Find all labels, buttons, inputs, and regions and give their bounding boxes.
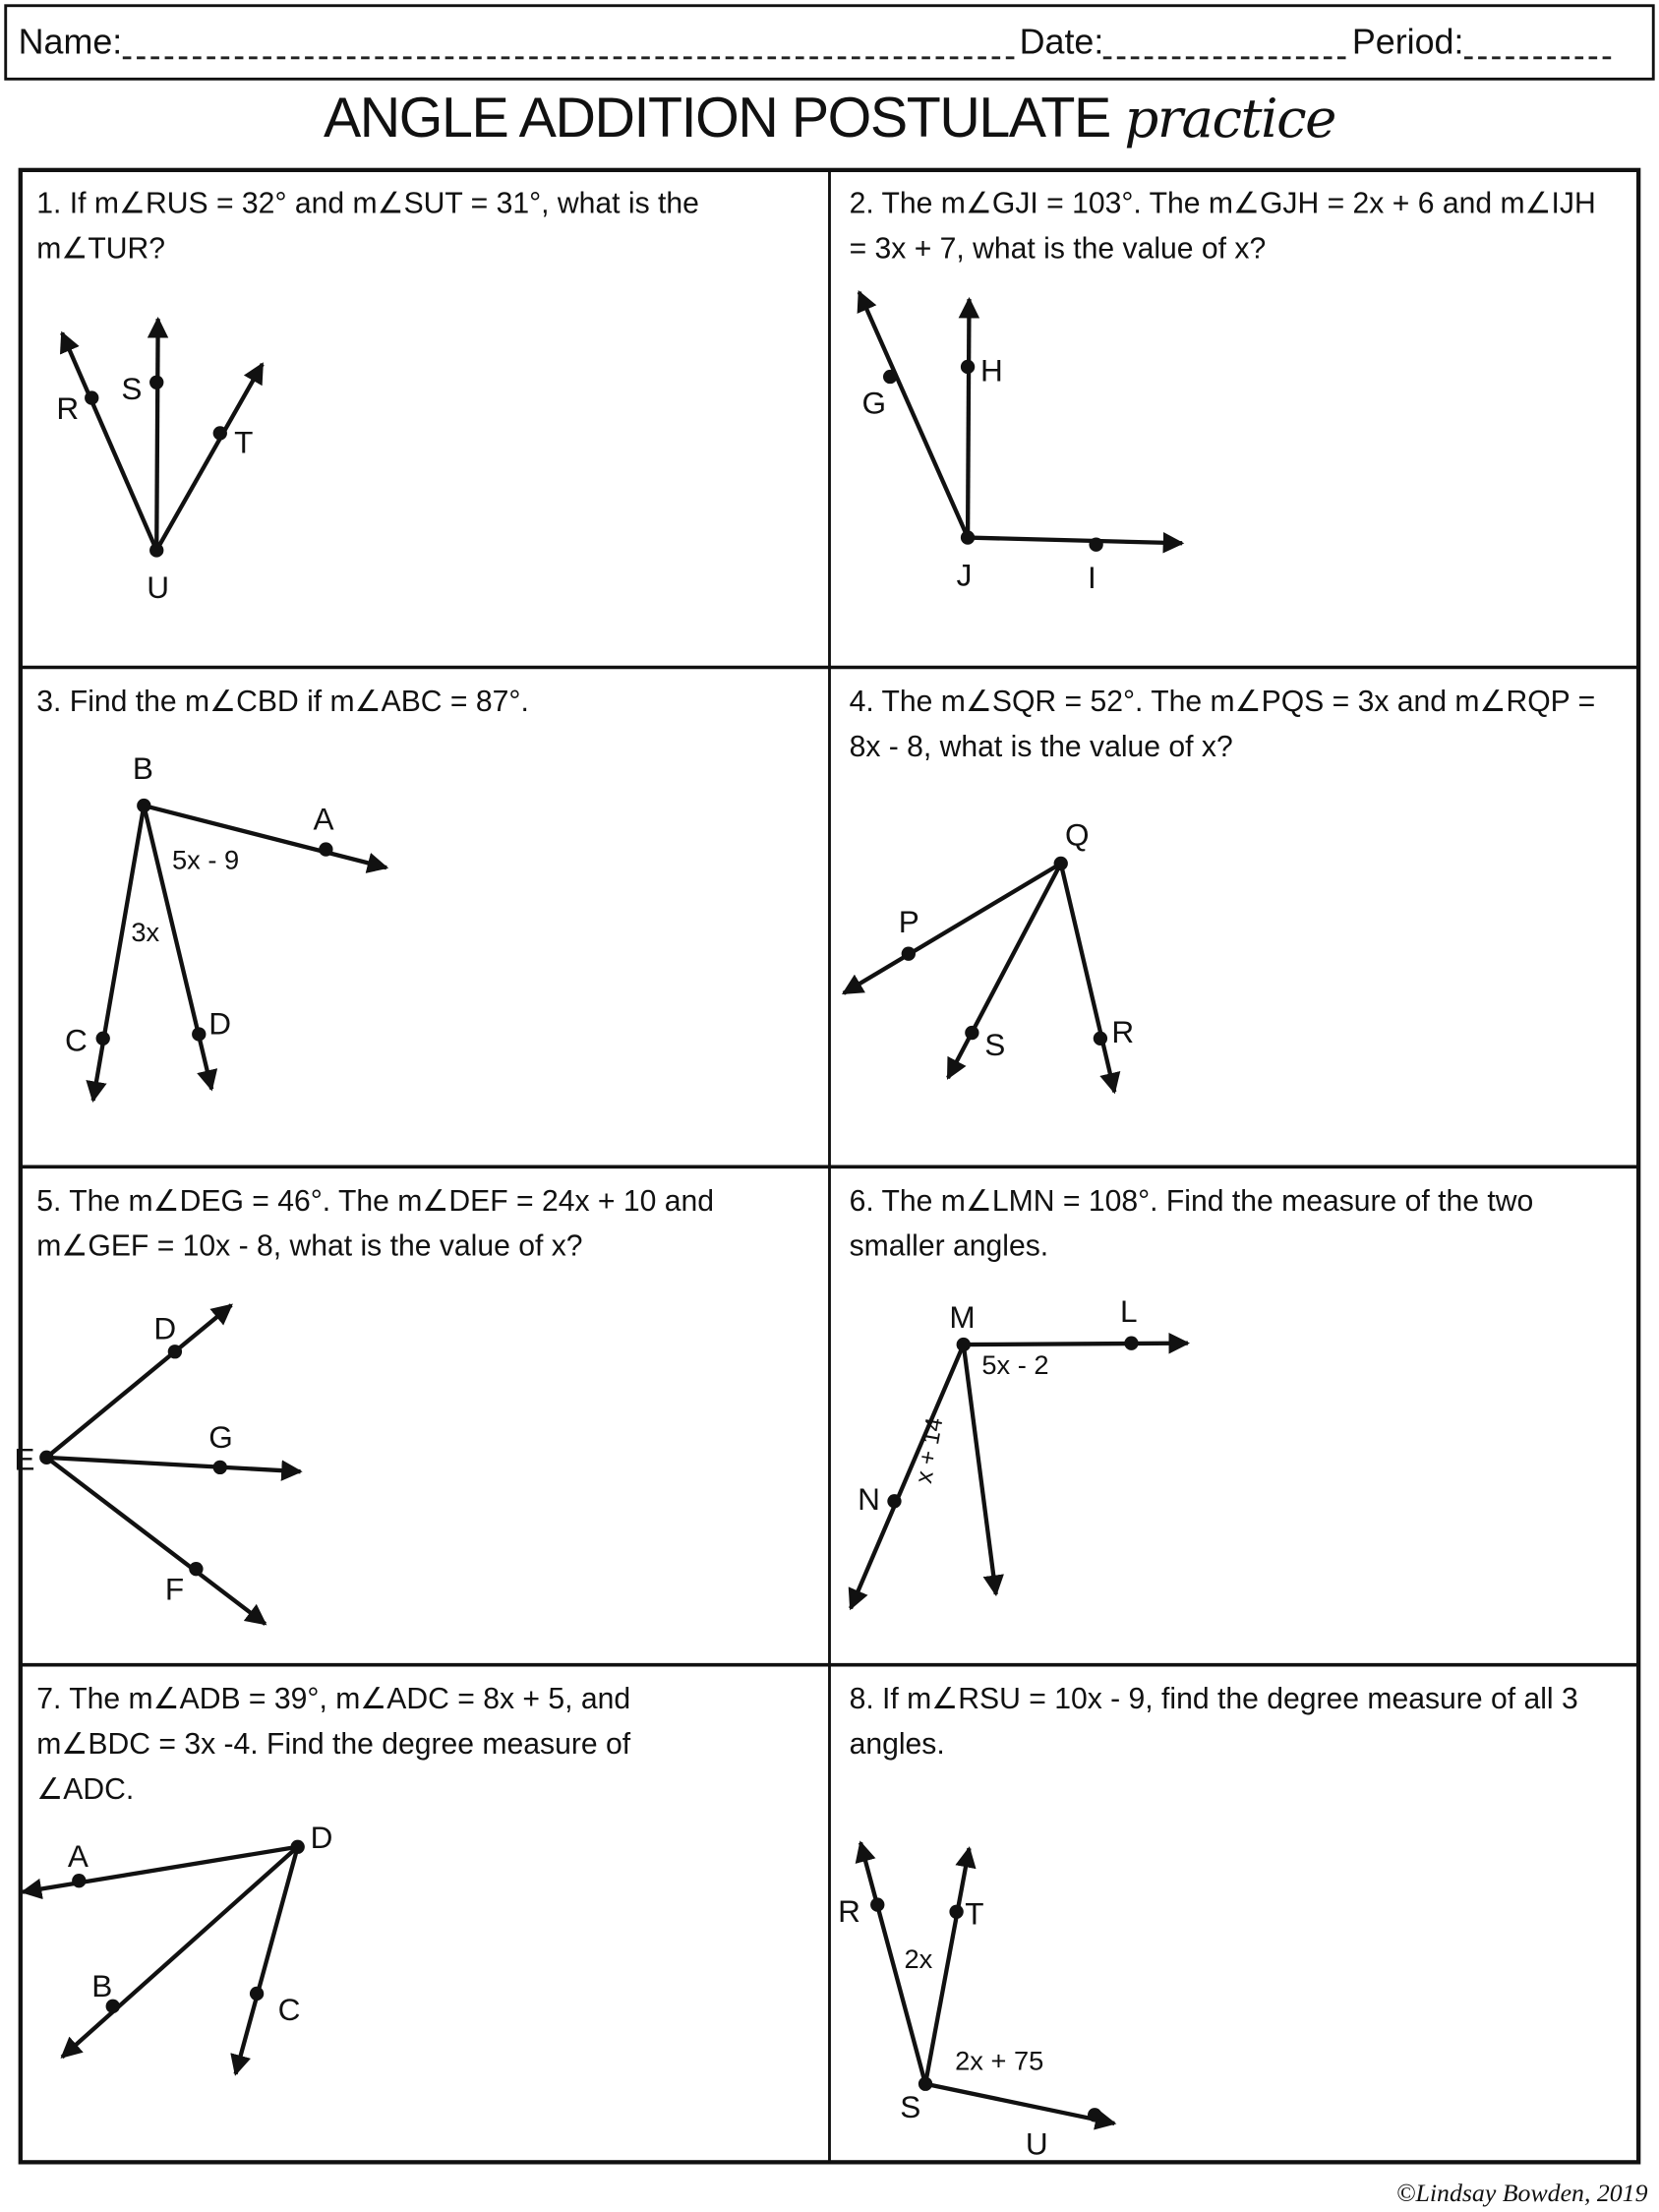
period-label: Period: xyxy=(1351,22,1464,62)
problem-2-text: 2. The m∠GJI = 103°. The m∠GJH = 2x + 6 and m∠IJH = 3x + 7, what is the value of x? xyxy=(849,187,1596,266)
problem-6-text: 6. The m∠LMN = 108°. Find the measure of the two smaller angles. xyxy=(849,1184,1534,1263)
p5-label-f: F xyxy=(164,1571,185,1607)
title-main: ANGLE ADDITION POSTULATE xyxy=(323,87,1110,150)
p6-label-m: M xyxy=(949,1298,976,1335)
p4-point-2 xyxy=(965,1026,978,1040)
p4-point-1 xyxy=(902,947,916,961)
p1-ray-2 xyxy=(156,319,157,550)
p1-label-r: R xyxy=(56,390,80,427)
angle-rays xyxy=(23,292,1188,2123)
problem-3-text: 3. Find the m∠CBD if m∠ABC = 87°. xyxy=(36,686,529,719)
p5-label-d: D xyxy=(153,1310,177,1346)
p8-angle-rst: 2x xyxy=(904,1943,933,1975)
p3-label-b: B xyxy=(132,749,153,786)
p6-angle-lm: 5x - 2 xyxy=(981,1349,1049,1381)
p5-vertex-point xyxy=(39,1451,53,1465)
p1-point-2 xyxy=(149,376,163,389)
p6-point-1 xyxy=(1124,1336,1138,1349)
p5-ray-1 xyxy=(46,1305,231,1458)
date-label: Date: xyxy=(1019,22,1104,62)
p7-label-c: C xyxy=(277,1992,301,2028)
p7-label-a: A xyxy=(67,1837,89,1874)
p2-ray-2 xyxy=(968,299,969,537)
problem-8-text: 8. If m∠RSU = 10x - 9, find the degree measure of all 3 angles. xyxy=(849,1683,1578,1762)
p7-point-1 xyxy=(72,1874,86,1887)
p1-vertex-point xyxy=(149,543,163,557)
p2-label-h: H xyxy=(979,352,1003,389)
p5-point-1 xyxy=(168,1345,182,1358)
p6-angle-mn: x + 14 xyxy=(911,1415,949,1486)
p2-ray-3 xyxy=(968,538,1182,544)
p3-vertex-point xyxy=(137,799,150,812)
p1-point-1 xyxy=(85,390,98,404)
p3-angle-abd: 5x - 9 xyxy=(172,844,240,875)
p6-ray-1 xyxy=(964,1344,1188,1345)
problem-7-text: 7. The m∠ADB = 39°, m∠ADC = 8x + 5, and m∠BDC = 3x -4. Find the degree measure of ∠ADC. xyxy=(36,1683,631,1807)
p4-label-r: R xyxy=(1111,1014,1135,1050)
p2-vertex-point xyxy=(961,530,975,544)
p8-point-1 xyxy=(870,1897,884,1911)
p8-ray-3 xyxy=(925,2084,1114,2123)
p3-label-d: D xyxy=(208,1005,232,1042)
problem-1-text: 1. If m∠RUS = 32° and m∠SUT = 31°, what is the m∠TUR? xyxy=(36,187,699,266)
p5-point-2 xyxy=(213,1461,227,1474)
p1-label-s: S xyxy=(121,370,143,406)
p2-point-1 xyxy=(883,370,897,384)
p7-point-3 xyxy=(250,1987,264,2001)
p6-label-l: L xyxy=(1119,1293,1138,1330)
p2-point-3 xyxy=(1089,538,1102,552)
p7-label-d: D xyxy=(310,1820,333,1856)
problem-4-text: 4. The m∠SQR = 52°. The m∠PQS = 3x and m∠RQP = 8x - 8, what is the value of x? xyxy=(849,686,1596,764)
p8-point-2 xyxy=(949,1905,963,1919)
p4-point-3 xyxy=(1094,1032,1107,1046)
p4-label-p: P xyxy=(898,904,919,940)
title-script: practice xyxy=(1124,87,1336,150)
p7-ray-3 xyxy=(236,1847,298,2074)
p8-angle-tsu: 2x + 75 xyxy=(955,2045,1044,2076)
ray-points xyxy=(39,360,1138,2125)
p6-label-n: N xyxy=(858,1480,880,1517)
p3-label-a: A xyxy=(313,801,334,837)
p5-point-3 xyxy=(189,1562,203,1576)
p4-label-s: S xyxy=(984,1027,1006,1063)
p8-label-s: S xyxy=(900,2089,921,2125)
p7-vertex-point xyxy=(291,1840,305,1854)
p8-label-u: U xyxy=(1025,2125,1048,2162)
p7-label-b: B xyxy=(91,1967,113,2003)
p4-ray-3 xyxy=(1061,864,1115,1092)
p6-point-2 xyxy=(887,1494,901,1508)
p3-ray-2 xyxy=(93,806,145,1101)
p1-ray-1 xyxy=(62,333,156,551)
p2-point-2 xyxy=(961,360,975,374)
p5-label-e: E xyxy=(14,1441,35,1477)
p3-point-2 xyxy=(96,1032,110,1046)
p8-label-r: R xyxy=(838,1892,860,1929)
p6-vertex-point xyxy=(957,1338,971,1351)
p3-point-1 xyxy=(319,842,332,856)
p2-label-g: G xyxy=(861,385,887,421)
p8-point-3 xyxy=(1088,2108,1101,2122)
problem-5-text: 5. The m∠DEG = 46°. The m∠DEF = 24x + 10 and m∠GEF = 10x - 8, what is the value of x? xyxy=(36,1184,714,1263)
p5-label-g: G xyxy=(208,1418,233,1455)
p3-angle-dbc: 3x xyxy=(131,916,160,947)
p5-ray-2 xyxy=(46,1458,300,1471)
p6-ray-2 xyxy=(851,1345,964,1608)
p1-label-u: U xyxy=(147,569,169,606)
p2-label-j: J xyxy=(956,557,973,593)
p5-ray-3 xyxy=(46,1458,265,1624)
p3-label-c: C xyxy=(64,1022,88,1058)
copyright: ©Lindsay Bowden, 2019 xyxy=(1395,2178,1648,2207)
p1-point-3 xyxy=(213,426,227,440)
p2-label-i: I xyxy=(1087,560,1096,596)
p3-point-3 xyxy=(192,1027,206,1041)
p4-label-q: Q xyxy=(1065,816,1090,853)
grid-lines xyxy=(20,169,1639,2164)
p8-label-t: T xyxy=(965,1895,984,1932)
p6-ray-3 xyxy=(964,1345,996,1594)
p4-vertex-point xyxy=(1054,857,1068,870)
p1-label-t: T xyxy=(234,424,254,460)
name-label: Name: xyxy=(18,22,123,62)
